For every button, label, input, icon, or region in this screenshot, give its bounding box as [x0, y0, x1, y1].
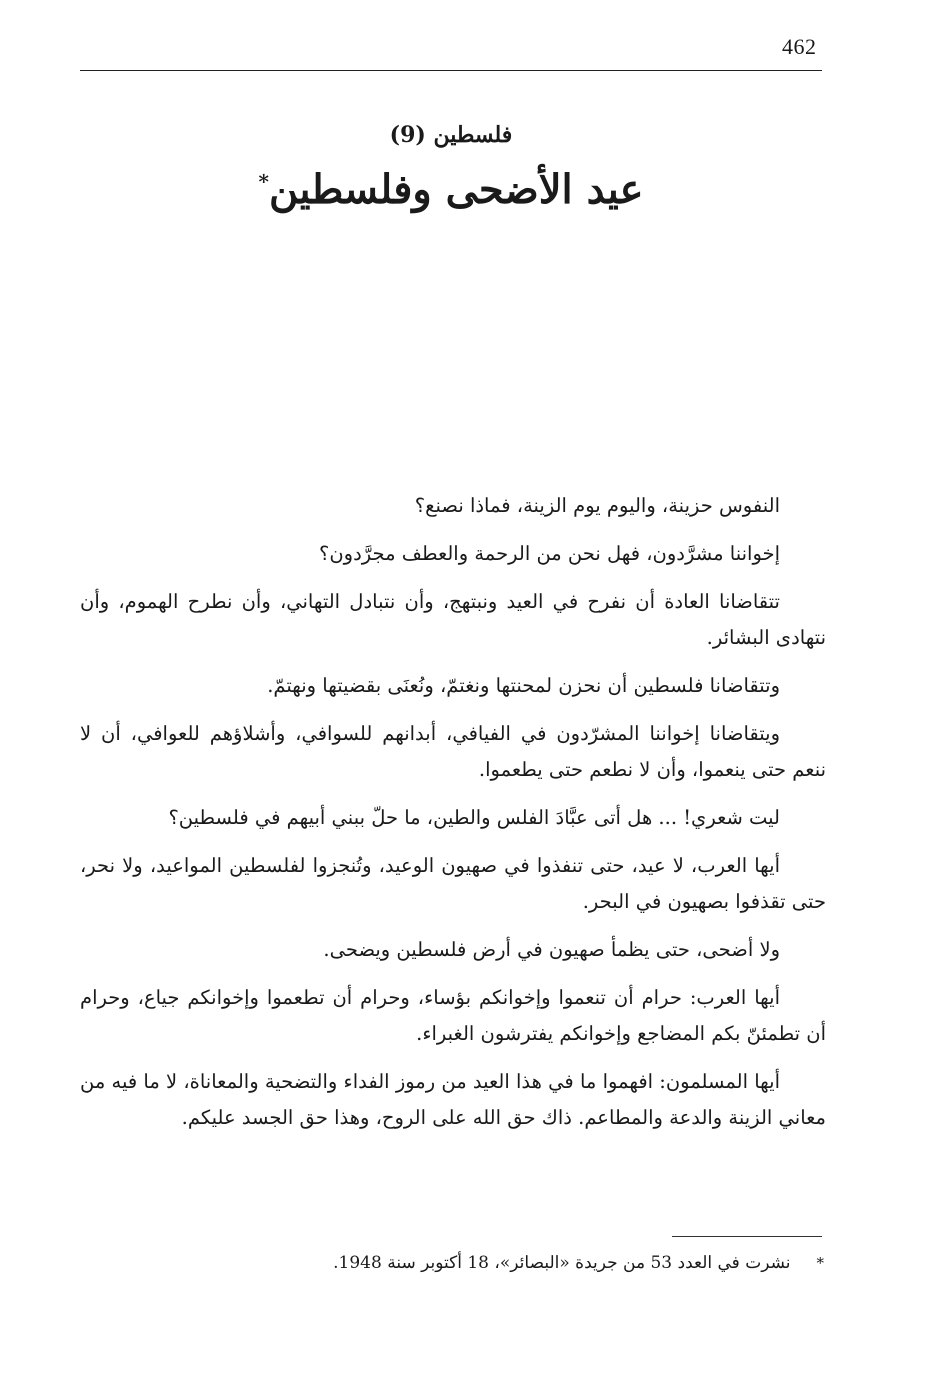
paragraph: ويتقاضانا إخواننا المشرّدون في الفيافي، أبدانهم للسوافي، وأشلاؤهم للعوافي، أن لا ننعم حتى ينعموا، وأن لا نطعم حتى يطعموا. [80, 722, 826, 781]
article-title-text: عيد الأضحى وفلسطين [268, 166, 644, 213]
footnote [80, 1248, 824, 1278]
paragraph: تتقاضانا العادة أن نفرح في العيد ونبتهج، وأن نتبادل التهاني، وأن نطرح الهموم، وأن نتهادى البشائر. [80, 590, 826, 649]
paragraph: وتتقاضانا فلسطين أن نحزن لمحنتها ونغتمّ، ونُعنَى بقضيتها ونهتمّ. [267, 674, 780, 697]
page-number: 462 [782, 34, 817, 59]
paragraph: ولا أضحى، حتى يظمأ صهيون في أرض فلسطين ويضحى. [323, 938, 780, 961]
header-rule [80, 70, 822, 71]
series-heading: فلسطين (9) [389, 122, 513, 148]
paragraph: أيها المسلمون: افهموا ما في هذا العيد من رموز الفداء والتضحية والمعاناة، لا ما فيه من معاني الزينة والدعة والمطاعم. ذاك حق الله على الروح، وهذا حق الجسد عليكم. [80, 1070, 826, 1129]
footnote-text: نشرت في العدد 53 من جريدة «البصائر»، 18 أكتوبر سنة 1948. [333, 1253, 791, 1273]
footnote-marker: * [816, 1254, 824, 1272]
paragraph: أيها العرب: حرام أن تنعموا وإخوانكم بؤساء، وحرام أن تطعموا وإخوانكم جياع، وحرام أن تطمئنّ بكم المضاجع وإخوانكم يفترشون الغبراء. [80, 986, 826, 1045]
title-footnote-marker: * [258, 169, 269, 194]
paragraph: أيها العرب، لا عيد، حتى تنفذوا في صهيون الوعيد، وتُنجزوا لفلسطين المواعيد، ولا نحر، حتى تقذفوا بصهيون في البحر. [80, 854, 826, 913]
paragraph: ليت شعري! ... هل أتى عبَّادَ الفلس والطين، ما حلّ ببني أبيهم في فلسطين؟ [168, 806, 780, 829]
paragraph: إخواننا مشرَّدون، فهل نحن من الرحمة والعطف مجرَّدون؟ [319, 542, 780, 565]
article-body [80, 488, 826, 1148]
footnote-rule [672, 1236, 822, 1237]
article-title [80, 166, 822, 213]
paragraph: النفوس حزينة، واليوم يوم الزينة، فماذا نصنع؟ [414, 494, 780, 517]
